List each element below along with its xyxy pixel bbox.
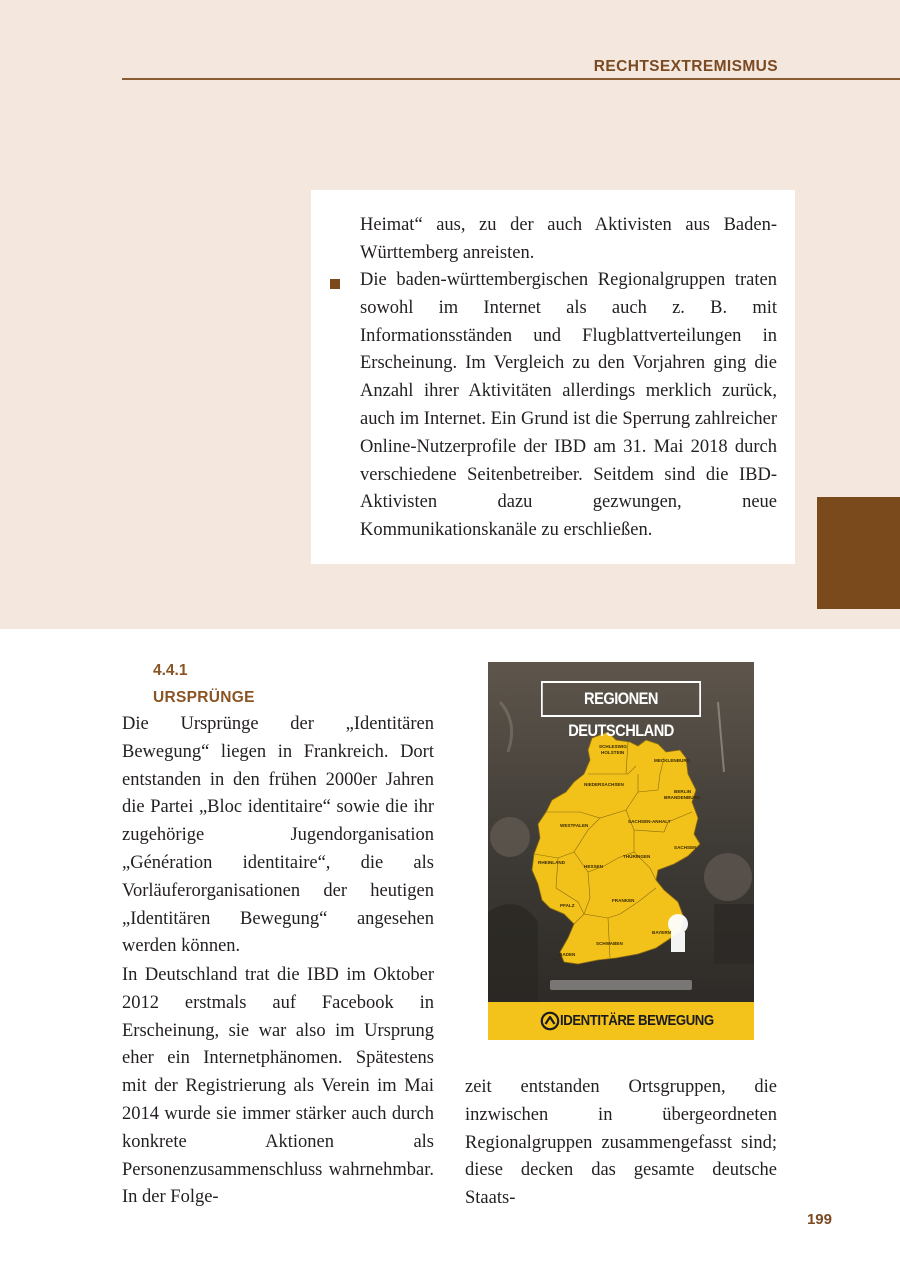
section-title: URSPRÜNGE — [153, 689, 255, 706]
region-label: SCHLESWIG — [599, 744, 627, 749]
region-label: MECKLENBURG — [654, 758, 691, 763]
poster-title: REGIONEN DEUTSCHLAND — [541, 681, 701, 717]
bullet-square-icon — [330, 279, 340, 289]
region-label: NIEDERSACHSEN — [584, 782, 624, 787]
region-label: HESSEN — [584, 864, 603, 869]
poster-banner — [488, 1002, 754, 1040]
region-label: BERLIN — [674, 789, 692, 794]
region-label: WESTFALEN — [560, 823, 589, 828]
region-label: FRANKEN — [612, 898, 635, 903]
region-label: RHEINLAND — [538, 860, 566, 865]
poster-url-blurred — [550, 980, 692, 990]
page-number: 199 — [806, 1211, 832, 1228]
region-label: BADEN — [559, 952, 576, 957]
box-continuation-text: Heimat“ aus, zu der auch Aktivisten aus Baden-Württemberg anreisten. — [360, 215, 777, 263]
paragraph-origins: Die Ursprünge der „Identitären Bewegung“ liegen in Frankreich. Dort entstanden in den frühen 2000er Jahren die Partei „Bloc identitaire“ sowie die ihr zugehörige Jugendorganisation „Génération identitaire“, die als Vorläuferorganisationen der heutigen „Identitären Bewegung“ angesehen werden können. — [122, 714, 434, 957]
paragraph-germany: In Deutschland trat die IBD im Oktober 2012 erstmals auf Facebook in Erscheinung, sie war also im Ursprung eher ein Internetphänomen. Spätestens mit der Registrierung als Verein im Mai 2014 wurde sie immer stärker auch durch konkrete Aktionen als Personenzusammenschluss wahrnehmbar. In der Folge- — [122, 965, 434, 1208]
section-number: 4.4.1 — [153, 662, 188, 679]
region-label: SACHSEN — [674, 845, 697, 850]
poster-banner-text: IDENTITÄRE BEWEGUNG — [560, 1012, 714, 1029]
region-label: HOLSTEIN — [601, 750, 625, 755]
chapter-side-tab — [817, 497, 900, 609]
lambda-logo-icon — [540, 1011, 560, 1031]
section-header: RECHTSEXTREMISMUS — [593, 58, 778, 75]
region-label: SACHSEN-ANHALT — [628, 819, 671, 824]
region-label: PFALZ — [560, 903, 575, 908]
header-rule — [122, 78, 900, 80]
paragraph-continuation: zeit entstanden Ortsgruppen, die inzwischen in übergeordneten Regionalgruppen zusammengefasst sind; diese decken das gesamte deutsche Staats- — [465, 1077, 777, 1209]
region-label: THÜRINGEN — [623, 854, 651, 859]
region-label: BAYERN — [652, 930, 671, 935]
box-bullet-text: Die baden-württembergischen Regionalgruppen traten sowohl im Internet als auch z. B. mit Informationsständen und Flugblattverteilungen in Erscheinung. Im Vergleich zu den Vorjahren ging die Anzahl ihrer Aktivitäten allerdings merklich zurück, auch im Internet. Ein Grund ist die Sperrung zahlreicher Online-Nutzerprofile der IBD am 31. Mai 2018 durch verschiedene Seitenbetreiber. Seitdem sind die IBD-Aktivisten dazu gezwungen, neue Kommunikationskanäle zu erschließen. — [360, 270, 777, 541]
region-label: BRANDENBURG — [664, 795, 701, 800]
info-box — [311, 190, 795, 564]
ib-regions-poster — [488, 662, 754, 1040]
region-label: SCHWABEN — [596, 941, 623, 946]
